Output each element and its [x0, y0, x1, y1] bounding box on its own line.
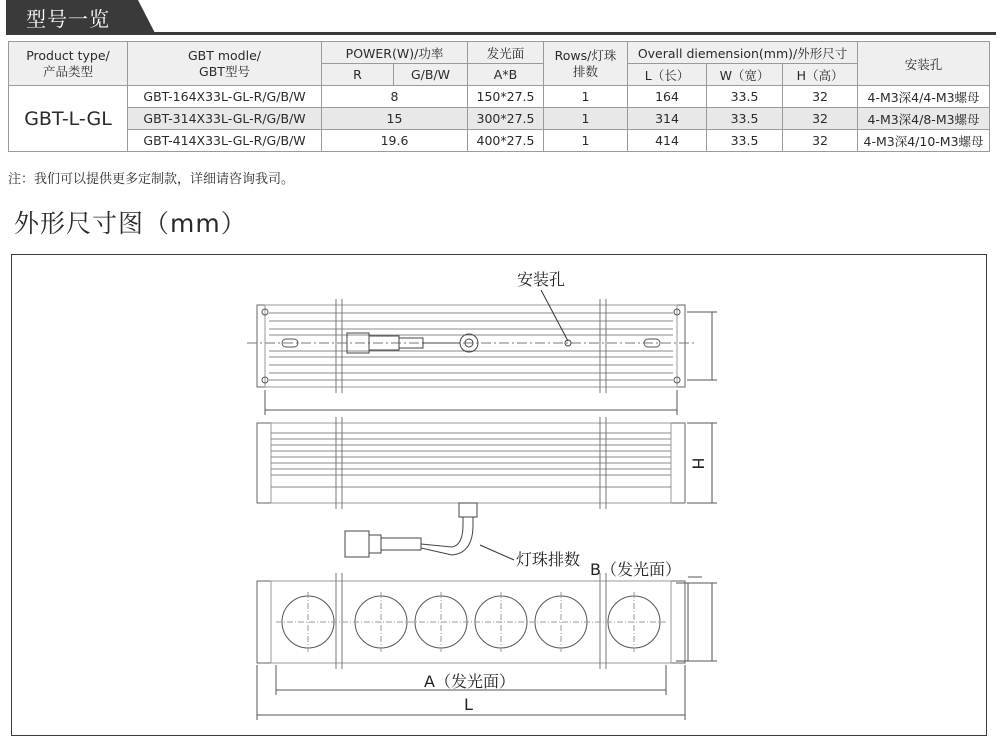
table-cell-power: 8: [322, 86, 468, 108]
h-dimension-label: H: [688, 457, 708, 470]
spec-table: [8, 41, 990, 152]
table-cell-model: GBT-414X33L-GL-R/G/B/W: [128, 130, 322, 152]
side-view: [257, 417, 717, 555]
table-cell-rows: 1: [544, 86, 628, 108]
table-cell-area: 400*27.5: [468, 130, 544, 152]
page-title: 型号一览: [26, 7, 110, 31]
mount-hole-label: 安装孔: [517, 270, 566, 289]
cable-connector: [345, 531, 514, 560]
table-cell-w: 33.5: [707, 108, 783, 130]
table-cell-area: 150*27.5: [468, 86, 544, 108]
th-emitting-sub: A*B: [468, 64, 544, 86]
rows-label: 灯珠排数: [516, 550, 581, 569]
top-view: [247, 290, 717, 415]
th-emitting: 发光面: [468, 42, 544, 64]
table-cell-w: 33.5: [707, 130, 783, 152]
th-h: H（高）: [783, 64, 858, 86]
th-mount: 安装孔: [858, 42, 990, 86]
table-cell-w: 33.5: [707, 86, 783, 108]
th-power-r: R: [322, 64, 394, 86]
th-product-type: Product type/ 产品类型: [9, 42, 128, 86]
table-cell-model: GBT-164X33L-GL-R/G/B/W: [128, 86, 322, 108]
table-cell-area: 300*27.5: [468, 108, 544, 130]
table-cell-l: 164: [628, 86, 707, 108]
th-gbt-model: GBT modle/ GBT型号: [128, 42, 322, 86]
table-cell-rows: 1: [544, 130, 628, 152]
l-dimension-label: L: [464, 695, 473, 714]
table-cell-model: GBT-314X33L-GL-R/G/B/W: [128, 108, 322, 130]
product-type-cell: GBT-L-GL: [9, 86, 128, 152]
section-header: [6, 0, 996, 36]
table-cell-h: 32: [783, 86, 858, 108]
th-power: POWER(W)/功率: [322, 42, 468, 64]
th-w: W（宽）: [707, 64, 783, 86]
table-cell-holes: 4-M3深4/8-M3螺母: [858, 108, 990, 130]
table-cell-l: 414: [628, 130, 707, 152]
table-cell-power: 19.6: [322, 130, 468, 152]
table-cell-power: 15: [322, 108, 468, 130]
dimension-drawing: [11, 254, 987, 736]
dimension-section-title: 外形尺寸图（mm）: [14, 209, 247, 238]
footnote: 注：我们可以提供更多定制款，详细请咨询我司。: [8, 172, 295, 187]
table-cell-holes: 4-M3深4/10-M3螺母: [858, 130, 990, 152]
table-cell-h: 32: [783, 130, 858, 152]
th-power-gbw: G/B/W: [394, 64, 468, 86]
th-rows: Rows/灯珠 排数: [544, 42, 628, 86]
table-cell-holes: 4-M3深4/4-M3螺母: [858, 86, 990, 108]
table-cell-l: 314: [628, 108, 707, 130]
b-dimension-label: B（发光面）: [590, 560, 681, 579]
th-l: L（长）: [628, 64, 707, 86]
a-dimension-label: A（发光面）: [424, 672, 515, 691]
drawing-svg: [12, 255, 988, 737]
th-overall: Overall diemension(mm)/外形尺寸: [628, 42, 858, 64]
table-cell-h: 32: [783, 108, 858, 130]
front-view: [257, 573, 717, 720]
table-cell-rows: 1: [544, 108, 628, 130]
